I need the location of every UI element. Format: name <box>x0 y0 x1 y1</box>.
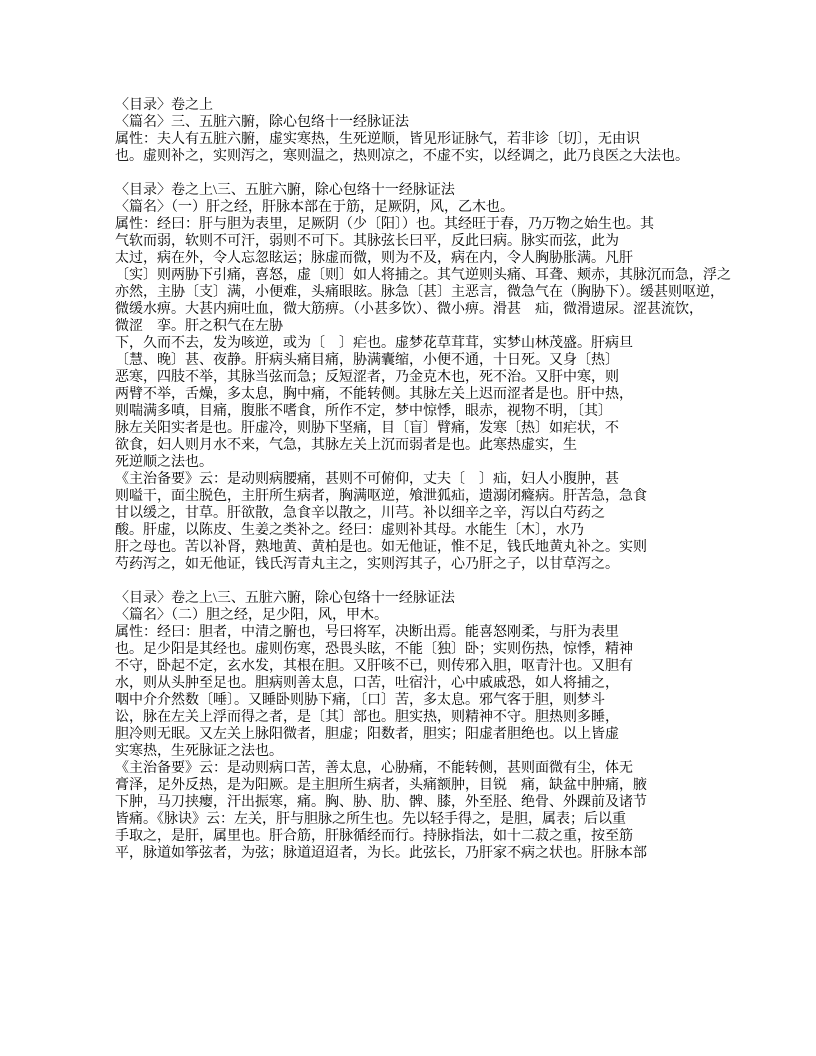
text-line: 亦然，主胁〔支〕满，小便难，头痛眼眩。脉急〔甚〕主恶言，微急气在（胸胁下）。缓甚则呕逆， <box>115 285 724 300</box>
text-line: 甘以缓之，甘草。肝欲散，急食辛以散之，川芎。补以细辛之辛，泻以白芍药之 <box>115 506 605 521</box>
text-line: 实寒热，生死脉证之法也。 <box>115 744 283 759</box>
text-line: 〈目录〉卷之上\三、五脏六腑，除心包络十一经脉证法 <box>115 183 455 198</box>
text-line: 芍药泻之，如无他证，钱氏泻青丸主之，实则泻其子，心乃肝之子，以甘草泻之。 <box>115 557 619 572</box>
text-line: 平，脉道如筝弦者，为弦；脉道迢迢者，为长。此弦长，乃肝家不病之状也。肝脉本部 <box>115 846 647 861</box>
blank-line <box>115 165 731 182</box>
blank-line <box>115 573 731 590</box>
text-line: 手取之，是肝，属里也。肝合筋，肝脉循经而行。持脉指法，如十二菽之重，按至筋 <box>115 829 633 844</box>
text-line: 则嗌干，面尘脱色，主肝所生病者，胸满呕逆，飧泄狐疝，遗溺闭癃病。肝苦急，急食 <box>115 489 647 504</box>
text-line: 皆痛。《脉诀》云：左关，肝与胆脉之所生也。先以轻手得之，是胆，属表；后以重 <box>115 812 626 827</box>
text-line: 下肿，马刀挟瘿，汗出振寒，痛。胸、胁、肋、髀、膝，外至胫、绝骨、外踝前及诸节 <box>115 795 647 810</box>
text-line: 微缓水痹。大甚内痈吐血，微大筋痹。（小甚多饮）、微小痹。滑甚 疝，微滑遗尿。涩甚流饮， <box>115 302 703 317</box>
text-line: 属性：夫人有五脏六腑，虚实寒热，生死逆顺，皆见形证脉气，若非诊〔切〕，无由识 <box>115 132 640 147</box>
text-line: 属性：经曰：胆者，中清之腑也，号曰将军，决断出焉。能喜怒刚柔，与肝为表里 <box>115 625 619 640</box>
text-line: 酸。肝虚，以陈皮、生姜之类补之。经曰：虚则补其母。水能生〔木〕，水乃 <box>115 523 584 538</box>
text-line: 〈目录〉卷之上\三、五脏六腑，除心包络十一经脉证法 <box>115 591 455 606</box>
document-text-block <box>115 97 731 862</box>
text-line: 欲食，妇人则月水不来，气急，其脉左关上沉而弱者是也。此寒热虚实，生 <box>115 438 577 453</box>
text-line: 胆冷则无眠。又左关上脉阳微者，胆虚；阳数者，胆实；阳虚者胆绝也。以上皆虚 <box>115 727 619 742</box>
text-line: 下，久而不去，发为咳逆，或为〔 〕疟也。虚梦花草茸茸，实梦山林茂盛。肝病旦 <box>115 336 633 351</box>
text-line: 《主治备要》云：是动则病腰痛，甚则不可俯仰，丈夫〔 〕疝，妇人小腹肿，甚 <box>115 472 619 487</box>
text-line: 死逆顺之法也。 <box>115 455 213 470</box>
text-line: 肝之母也。苦以补肾，熟地黄、黄柏是也。如无他证，惟不足，钱氏地黄丸补之。实则 <box>115 540 647 555</box>
text-line: 〔慧、晚〕甚、夜静。肝病头痛目痛，胁满囊缩，小便不通，十日死。又身〔热〕 <box>115 353 619 368</box>
text-line: 气软而弱，软则不可汗，弱则不可下。其脉弦长曰平，反此曰病。脉实而弦，此为 <box>115 234 619 249</box>
text-line: 也。虚则补之，实则泻之，寒则温之，热则凉之，不虚不实，以经调之，此乃良医之大法也。 <box>115 149 689 164</box>
text-line: 膏泽，足外反热，是为阳厥。是主胆所生病者，头痛额肿，目锐 痛，缺盆中肿痛，腋 <box>115 778 647 793</box>
text-line: 〈篇名〉（二）胆之经，足少阳，风，甲木。 <box>115 608 388 623</box>
text-line: 则喘满多嗔，目痛，腹胀不嗜食，所作不定，梦中惊悸，眼赤，视物不明，〔其〕 <box>115 404 612 419</box>
text-line: 不守，卧起不定，玄水发，其根在胆。又肝咳不已，则传邪入胆，呕青汁也。又胆有 <box>115 659 633 674</box>
text-line: 〈篇名〉三、五脏六腑，除心包络十一经脉证法 <box>115 115 409 130</box>
text-line: 《主治备要》云：是动则病口苦，善太息，心胁痛，不能转侧，甚则面微有尘，体无 <box>115 761 633 776</box>
text-line: 也。足少阳是其经也。虚则伤寒，恐畏头眩，不能〔独〕卧；实则伤热，惊悸，精神 <box>115 642 633 657</box>
text-line: 属性：经曰：肝与胆为表里，足厥阴（少〔阳〕）也。其经旺于春，乃万物之始生也。其 <box>115 217 654 232</box>
text-line: 咽中介介然数〔唾〕。又睡卧则胁下痛，〔口〕苦，多太息。邪气客于胆，则梦斗 <box>115 693 605 708</box>
text-line: 太过，病在外，令人忘忽眩运；脉虚而微，则为不及，病在内，令人胸胁胀满。凡肝 <box>115 251 633 266</box>
text-line: 恶寒，四肢不举，其脉当弦而急；反短涩者，乃金克木也，死不治。又肝中寒，则 <box>115 370 619 385</box>
text-line: 讼，脉在左关上浮而得之者，是〔其〕部也。胆实热，则精神不守。胆热则多睡， <box>115 710 619 725</box>
text-line: 〈目录〉卷之上 <box>115 98 213 113</box>
text-line: 〔实〕则两胁下引痛，喜怒，虚〔则〕如人将捕之。其气逆则头痛、耳聋、颊赤，其脉沉而急，浮之 <box>115 268 731 283</box>
text-line: 水，则从头肿至足也。胆病则善太息，口苦，吐宿汁，心中戚戚恐，如人将捕之， <box>115 676 619 691</box>
text-line: 〈篇名〉（一）肝之经，肝脉本部在于筋，足厥阴，风，乙木也。 <box>115 200 514 215</box>
text-line: 脉左关阳实者是也。肝虚冷，则胁下坚痛，目〔盲〕臂痛，发寒〔热〕如疟状，不 <box>115 421 619 436</box>
text-line: 微涩 挛。肝之积气在左胁 <box>115 319 283 334</box>
text-line: 两臂不举，舌燥，多太息，胸中痛，不能转侧。其脉左关上迟而涩者是也。肝中热， <box>115 387 633 402</box>
